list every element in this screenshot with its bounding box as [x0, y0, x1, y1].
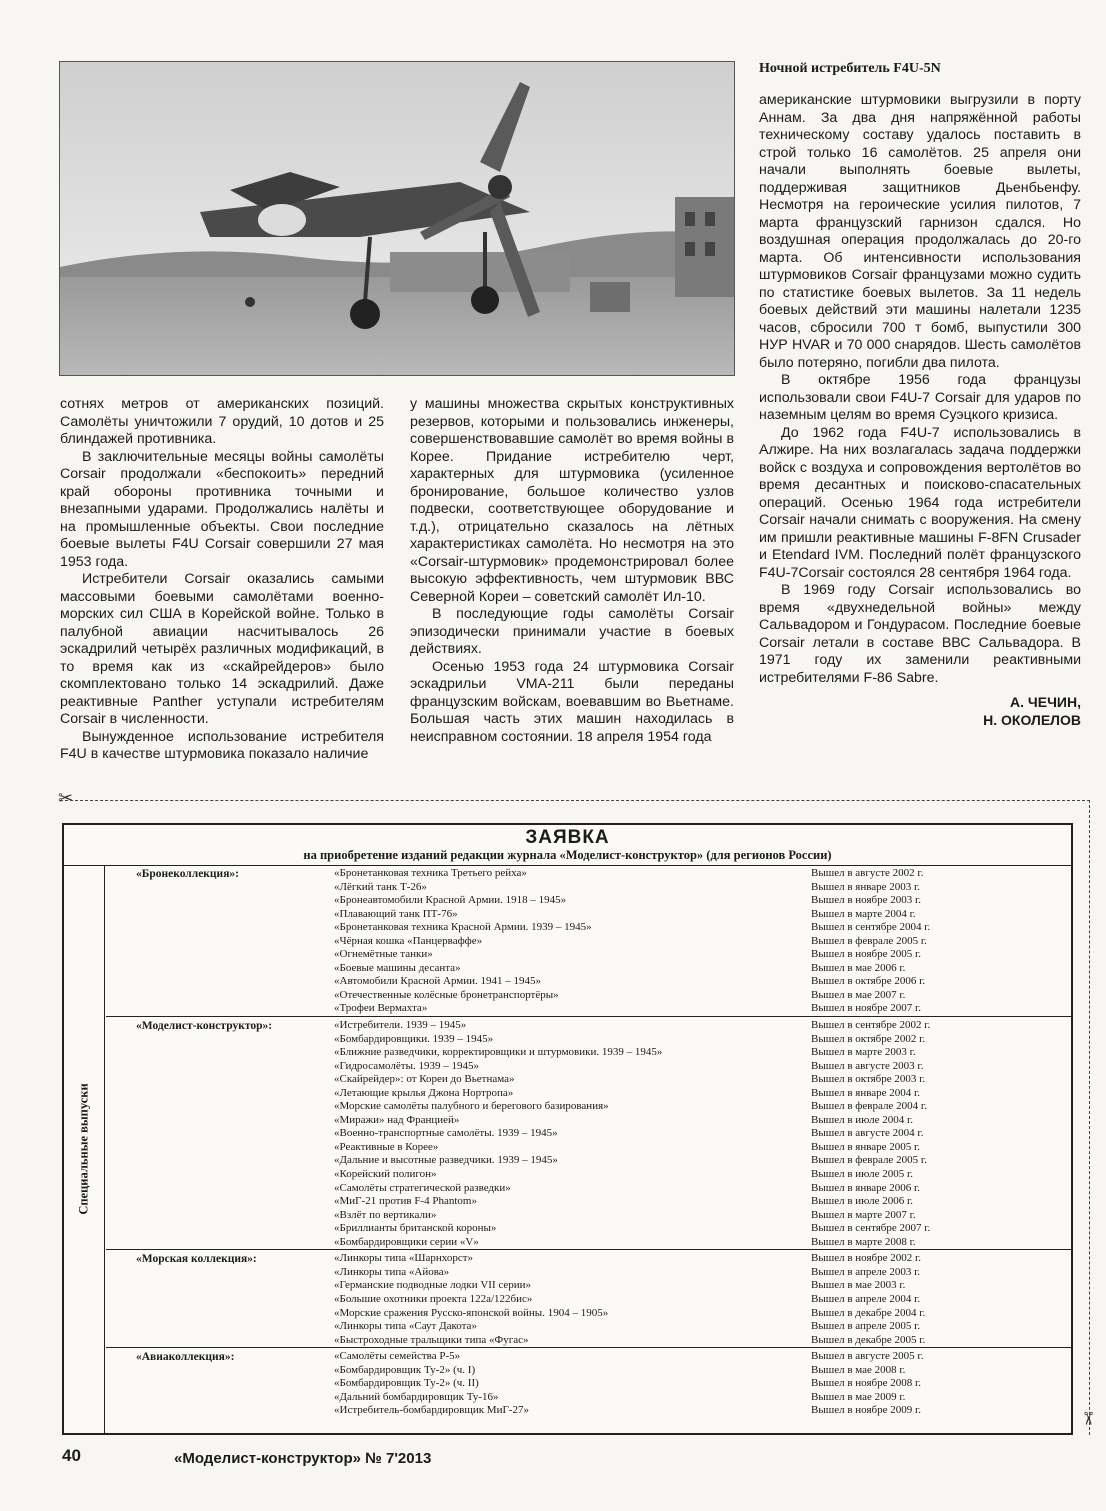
- publication-status: Вышел в августе 2005 г.: [811, 1350, 924, 1363]
- publication-title: «Летающие крылья Джона Нортропа»: [334, 1086, 514, 1099]
- cut-line-horizontal: [60, 800, 1090, 809]
- aircraft-photo-illustration: [60, 62, 734, 375]
- publication-title: «Скайрейдер»: от Кореи до Вьетнама»: [334, 1073, 515, 1086]
- publication-title: «Дальние и высотные разведчики. 1939 – 1945»: [334, 1154, 558, 1167]
- paragraph: В октябре 1956 года французы использовали свои F4U-7 Corsair для ударов по наземным целям во время Суэцкого кризиса.: [759, 372, 1081, 423]
- publication-status: Вышел в октябре 2002 г.: [811, 1032, 926, 1045]
- publication-title: «Военно-транспортные самолёты. 1939 – 1945»: [334, 1127, 558, 1140]
- page-number: 40: [62, 1446, 81, 1465]
- publication-status: Вышел в марте 2008 г.: [811, 1235, 916, 1248]
- publication-status: Вышел в апреле 2005 г.: [811, 1320, 921, 1333]
- section-titles: [334, 1250, 811, 1347]
- order-section: [106, 1017, 1071, 1250]
- order-form-sidebar: [64, 865, 105, 1433]
- publication-title: «Плавающий танк ПТ-76»: [334, 907, 458, 920]
- order-section: [106, 1250, 1071, 1348]
- publication-status: Вышел в феврале 2005 г.: [811, 1154, 927, 1167]
- publication-title: «Гидросамолёты. 1939 – 1945»: [334, 1059, 479, 1072]
- publication-title: «Реактивные в Корее»: [334, 1140, 439, 1153]
- publication-title: «Бомбардировщик Ту-2» (ч. II): [334, 1377, 479, 1390]
- order-form-title: ЗАЯВКА: [525, 827, 610, 848]
- publication-status: Вышел в марте 2003 г.: [811, 1046, 916, 1059]
- publication-title: «Истребитель-бомбардировщик МиГ-27»: [334, 1404, 529, 1417]
- publication-status: Вышел в ноябре 2002 г.: [811, 1252, 921, 1265]
- publication-status: Вышел в октябре 2003 г.: [811, 1073, 926, 1086]
- publication-status: Вышел в августе 2004 г.: [811, 1127, 924, 1140]
- paragraph: Вынужденное использование истребителя F4U в качестве штурмовика показало наличие: [60, 728, 384, 762]
- publication-title: «Чёрная кошка «Панцерваффе»: [334, 934, 483, 947]
- publication-title: «Миражи» над Францией»: [334, 1113, 460, 1126]
- publication-status: Вышел в апреле 2003 г.: [811, 1265, 921, 1278]
- publication-status: Вышел в марте 2007 г.: [811, 1208, 916, 1221]
- publication-status: Вышел в мае 2008 г.: [811, 1363, 906, 1376]
- publication-status: Вышел в сентябре 2007 г.: [811, 1222, 931, 1235]
- publication-title: «Истребители. 1939 – 1945»: [334, 1019, 467, 1032]
- publication-title: «Линкоры типа «Айова»: [334, 1265, 450, 1278]
- publication-title: «Морские сражения Русско-японской войны. 1904 – 1905»: [334, 1306, 609, 1319]
- publication-title: «Корейский полигон»: [334, 1168, 437, 1181]
- paragraph: сотнях метров от американских позиций. Самолёты уничтожили 7 орудий, 10 дотов и 25 блиндажей противника.: [60, 396, 384, 447]
- publication-title: «Бронетанковая техника Красной Армии. 1939 – 1945»: [334, 921, 592, 934]
- publication-status: Вышел в мае 2009 г.: [811, 1390, 906, 1403]
- section-titles: [334, 1017, 811, 1249]
- paragraph: Истребители Corsair оказались самыми массовыми боевыми самолётами военно-морских сил США в Корейской войне. Только в палубной авиации насчитывалось 26 эскадрилий четырёх различных модификаций, в то время как из «скайрейдеров» было скомплектовано только 14 эскадрилий. Даже реактивные Panther уступали истребителям Corsair в численности.: [60, 571, 384, 727]
- publication-title: «Бронетанковая техника Третьего рейха»: [334, 867, 527, 879]
- publication-title: «Дальний бомбардировщик Ту-16»: [334, 1390, 499, 1403]
- publication-title: «Бомбардировщики. 1939 – 1945»: [334, 1032, 494, 1045]
- publication-status: Вышел в феврале 2004 г.: [811, 1100, 927, 1113]
- publication-status: Вышел в феврале 2005 г.: [811, 934, 927, 947]
- publication-status: Вышел в августе 2003 г.: [811, 1059, 924, 1072]
- publication-title: «Боевые машины десанта»: [334, 961, 461, 974]
- publication-status: Вышел в декабре 2005 г.: [811, 1333, 926, 1346]
- paragraph: В последующие годы самолёты Corsair эпизодически принимали участие в боевых действиях.: [410, 606, 734, 657]
- publication-title: «Бриллианты британской короны»: [334, 1222, 497, 1235]
- publication-status: Вышел в январе 2005 г.: [811, 1140, 921, 1153]
- order-form-sections: [106, 865, 1071, 1433]
- article-column-1: [60, 396, 384, 764]
- publication-title: «Взлёт по вертикали»: [334, 1208, 437, 1221]
- publication-title: «Бомбардировщики серии «V»: [334, 1235, 479, 1248]
- cut-line-vertical: [1089, 800, 1090, 1435]
- order-form: [62, 823, 1073, 1435]
- publication-status: Вышел в ноябре 2007 г.: [811, 1002, 921, 1015]
- article-column-3: [759, 92, 1081, 729]
- section-statuses: [811, 1348, 1071, 1418]
- magazine-issue: «Моделист-конструктор» № 7'2013: [174, 1450, 432, 1467]
- publication-title: «Морские самолёты палубного и берегового базирования»: [334, 1100, 609, 1113]
- publication-title: «Лёгкий танк Т-26»: [334, 880, 427, 893]
- publication-title: «Бронеавтомобили Красной Армии. 1918 – 1945»: [334, 894, 567, 907]
- paragraph: американские штурмовики выгрузили в порту Аннам. За два дня напряжённой работы техническому составу удалось поставить в строй только 16 самолётов. 25 апреля они начали выполнять боевые вылеты, поддерживая защитников Дьенбьенфу. Несмотря на героические усилия пилотов, 7 марта французский гарнизон сдался. Но воздушная операция продолжалась до 20-го марта. Об интенсивности использования штурмовиков Corsair французами можно судить по статистике боевых вылетов. За 11 недель боевых действий эти машины налетали 1235 часов, сбросили 700 т бомб, выпустили 300 НУР HVAR и 70 000 снарядов. Шесть самолётов было потеряно, погибли два пилота.: [759, 92, 1081, 371]
- publication-status: Вышел в октябре 2006 г.: [811, 975, 926, 988]
- paragraph: у машины множества скрытых конструктивных резервов, которыми и пользовались инженеры, совершенствовавшие самолёт во время войны в Корее. Придание истребителю черт, характерных для штурмовика (усиленное бронирование, большое количество узлов подвески, соответствующее оборудование и т.д.), отрицательно сказалось на лётных характеристиках самолёта. Но несмотря на это «Corsair-штурмовик» продемонстрировал более высокую эффективность, чем штурмовик ВВС Северной Кореи – советский самолёт Ил-10.: [410, 396, 734, 605]
- paragraph: В 1969 году Corsair использовались во время «двухнедельной войны» между Сальвадором и Гондурасом. Последние боевые Corsair летали в составе ВВС Сальвадора. В 1971 году их заменили реактивными истребителями F-86 Sabre.: [759, 582, 1081, 686]
- order-section: [106, 865, 1071, 1017]
- publication-status: Вышел в июле 2004 г.: [811, 1113, 913, 1126]
- publication-title: «Ближние разведчики, корректировщики и штурмовики. 1939 – 1945»: [334, 1046, 663, 1059]
- publication-status: Вышел в мае 2006 г.: [811, 961, 906, 974]
- publication-title: «МиГ-21 против F-4 Phantom»: [334, 1195, 477, 1208]
- section-name: «Бронеколлекция»:: [136, 868, 239, 880]
- section-statuses: [811, 1017, 1071, 1249]
- section-statuses: [811, 865, 1071, 1016]
- order-form-subtitle: на приобретение изданий редакции журнала «Моделист-конструктор» (для регионов России): [64, 848, 1071, 866]
- section-titles: [334, 865, 811, 1016]
- publication-status: Вышел в марте 2004 г.: [811, 907, 916, 920]
- publication-status: Вышел в январе 2003 г.: [811, 880, 921, 893]
- section-name: «Морская коллекция»:: [136, 1253, 257, 1266]
- publication-title: «Самолёты стратегической разведки»: [334, 1181, 511, 1194]
- publication-status: Вышел в январе 2004 г.: [811, 1086, 921, 1099]
- publication-title: «Германские подводные лодки VII серии»: [334, 1279, 532, 1292]
- publication-title: «Автомобили Красной Армии. 1941 – 1945»: [334, 975, 542, 988]
- paragraph: До 1962 года F4U-7 использовались в Алжире. На них возлагалась задача поддержки войск с воздуха и сопровождения вертолётов во время десантных и поисково-спасательных операций. Осенью 1964 года истребители Corsair начали снимать с вооружения. На смену им пришли реактивные машины F-8FN Crusader и Etendard IVM. Последний полёт французского F4U-7Corsair состоялся 28 сентября 1964 года.: [759, 424, 1081, 581]
- order-section: [106, 1348, 1071, 1418]
- publication-title: «Быстроходные тральщики типа «Фугас»: [334, 1333, 529, 1346]
- publication-status: Вышел в сентябре 2002 г.: [811, 1019, 931, 1032]
- aircraft-photo: [59, 61, 735, 376]
- section-name: «Авиаколлекция»:: [136, 1351, 235, 1364]
- article-authors: [759, 693, 1081, 729]
- publication-status: Вышел в ноябре 2005 г.: [811, 948, 921, 961]
- publication-title: «Отечественные колёсные бронетранспортёры»: [334, 988, 559, 1001]
- publication-title: «Трофеи Вермахта»: [334, 1002, 428, 1015]
- paragraph: В заключительные месяцы войны самолёты Corsair продолжали «беспокоить» передний край обороны противника точными и внезапными ударами. Продолжались налёты и на промышленные объекты. Свои последние боевые вылеты F4U Corsair совершили 27 мая 1953 года.: [60, 448, 384, 570]
- publication-status: Вышел в сентябре 2004 г.: [811, 921, 931, 934]
- publication-title: «Линкоры типа «Шарнхорст»: [334, 1252, 474, 1265]
- publication-title: «Огнемётные танки»: [334, 948, 433, 961]
- publication-status: Вышел в январе 2006 г.: [811, 1181, 921, 1194]
- sidebar-label: Специальные выпуски: [76, 1083, 91, 1215]
- section-titles: [334, 1348, 811, 1418]
- publication-title: «Большие охотники проекта 122а/122бис»: [334, 1292, 533, 1305]
- publication-status: Вышел в ноябре 2003 г.: [811, 894, 921, 907]
- publication-status: Вышел в мае 2003 г.: [811, 1279, 906, 1292]
- author-name: А. ЧЕЧИН,: [1010, 694, 1081, 710]
- publication-status: Вышел в июле 2006 г.: [811, 1195, 913, 1208]
- publication-status: Вышел в декабре 2004 г.: [811, 1306, 926, 1319]
- publication-title: «Бомбардировщик Ту-2» (ч. I): [334, 1363, 476, 1376]
- publication-status: Вышел в мае 2007 г.: [811, 988, 906, 1001]
- scissors-icon: ✂: [1078, 1410, 1099, 1427]
- photo-caption: Ночной истребитель F4U-5N: [759, 61, 941, 76]
- author-name: Н. ОКОЛЕЛОВ: [983, 712, 1081, 728]
- paragraph: Осенью 1953 года 24 штурмовика Corsair эскадрильи VMA-211 были переданы французским войскам, воевавшим во Вьетнаме. Большая часть этих машин находилась в неисправном состоянии. 18 апреля 1954 года: [410, 658, 734, 745]
- scissors-icon: ✂: [58, 788, 74, 808]
- section-name: «Моделист-конструктор»:: [136, 1020, 273, 1033]
- publication-status: Вышел в ноябре 2008 г.: [811, 1377, 921, 1390]
- publication-status: Вышел в июле 2005 г.: [811, 1168, 913, 1181]
- publication-status: Вышел в августе 2002 г.: [811, 867, 924, 879]
- publication-title: «Линкоры типа «Саут Дакота»: [334, 1320, 477, 1333]
- article-column-2: [410, 396, 734, 746]
- publication-status: Вышел в ноябре 2009 г.: [811, 1404, 921, 1417]
- publication-status: Вышел в апреле 2004 г.: [811, 1292, 921, 1305]
- section-statuses: [811, 1250, 1071, 1347]
- publication-title: «Самолёты семейства Р-5»: [334, 1350, 461, 1363]
